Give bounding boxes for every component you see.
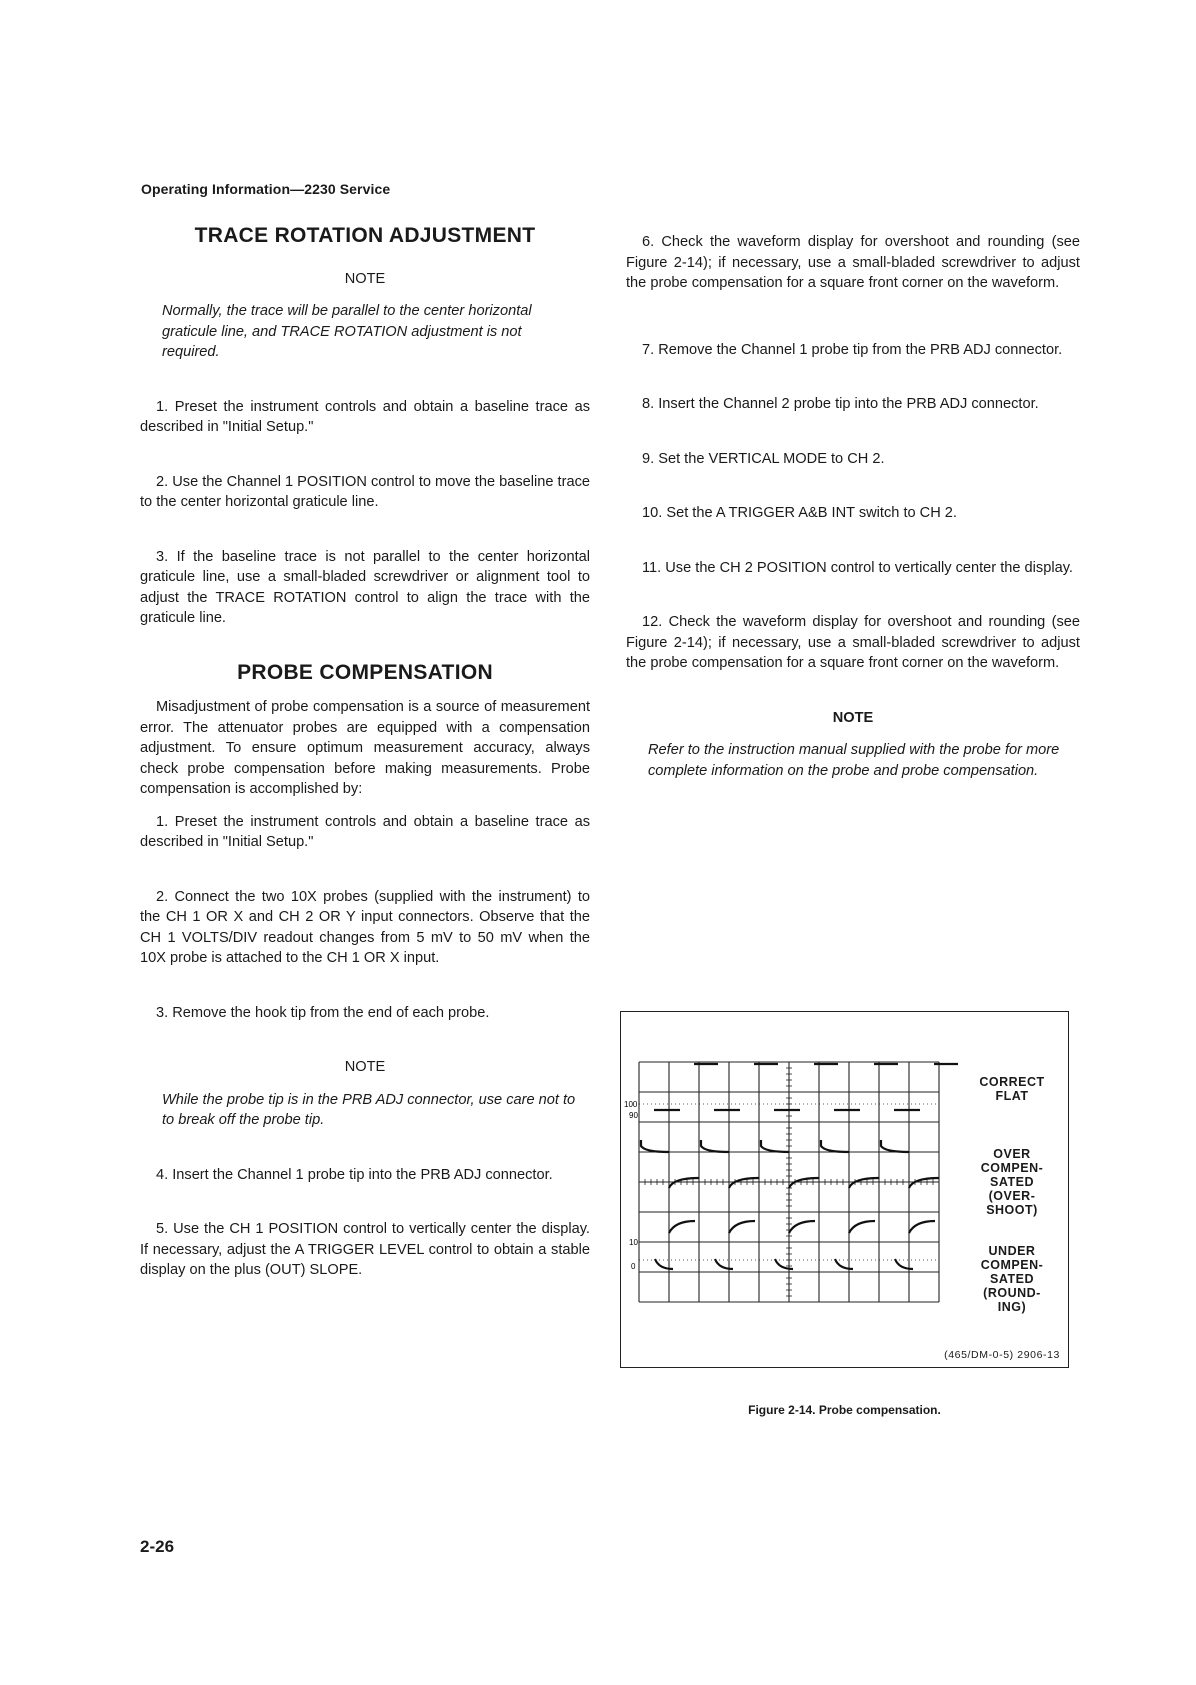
waveforms xyxy=(641,1064,958,1269)
probe-step-1: 1. Preset the instrument controls and obtain a baseline trace as described in "Initial Setup." xyxy=(140,813,590,850)
probe-step-6: 6. Check the waveform display for overshoot and rounding (see Figure 2-14); if necessary, use a small-bladed screwdriver to adjust the probe compensation for a square front corner on the waveform. xyxy=(626,234,1080,291)
wave-over-top xyxy=(701,1140,729,1152)
scale-10: 10 xyxy=(629,1238,638,1247)
label-over: OVER COMPEN- SATED (OVER- SHOOT) xyxy=(980,1147,1044,1217)
wave-over-bottom xyxy=(729,1178,759,1188)
probe-step-5: 5. Use the CH 1 POSITION control to vertically center the display. If necessary, adjust the A TRIGGER LEVEL control to obtain a stable display on the plus (OUT) SLOPE. xyxy=(140,1221,590,1278)
wave-under-bottom xyxy=(835,1259,853,1269)
probe-step-2: 2. Connect the two 10X probes (supplied with the instrument) to the CH 1 OR X and CH 2 OR Y input connectors. Observe that the CH 1 VOLTS/DIV readout changes from 5 mV to 50 mV when the 10X probe is attached to the CH 1 OR X input. xyxy=(140,888,590,966)
left-column xyxy=(140,226,590,1281)
wave-over-top xyxy=(761,1140,789,1152)
trace-step-1: 1. Preset the instrument controls and obtain a baseline trace as described in "Initial Setup." xyxy=(140,398,590,435)
wave-under-bottom xyxy=(655,1259,673,1269)
wave-over-bottom xyxy=(849,1178,879,1188)
wave-over-top xyxy=(821,1140,849,1152)
probe-step-10: 10. Set the A TRIGGER A&B INT switch to CH 2. xyxy=(642,505,957,521)
note-heading-3: NOTE xyxy=(832,709,874,726)
wave-under-top xyxy=(729,1221,755,1233)
wave-under-top xyxy=(849,1221,875,1233)
figure-caption: Figure 2-14. Probe compensation. xyxy=(748,1403,941,1417)
probe-step-4: 4. Insert the Channel 1 probe tip into the PRB ADJ connector. xyxy=(156,1166,553,1183)
probe-intro: Misadjustment of probe compensation is a source of measurement error. The attenuator probes are equipped with a compensation adjustment. To ensure optimum measurement accuracy, always check probe compensation before making measurements. Probe compensation is accomplished by: xyxy=(140,699,590,797)
scale-100: 100 xyxy=(624,1100,638,1109)
right-column xyxy=(626,232,1080,781)
scale-90: 90 xyxy=(629,1111,638,1120)
figure-id: (465/DM-0-5) 2906-13 xyxy=(944,1349,1060,1361)
wave-over-bottom xyxy=(669,1178,699,1188)
wave-under-bottom xyxy=(715,1259,733,1269)
probe-compensation-title: PROBE COMPENSATION xyxy=(237,660,493,684)
page-number: 2-26 xyxy=(140,1537,175,1556)
probe-step-3: 3. Remove the hook tip from the end of each probe. xyxy=(156,1004,490,1021)
trace-rotation-title: TRACE ROTATION ADJUSTMENT xyxy=(194,224,536,247)
note-heading-2: NOTE xyxy=(344,1059,386,1075)
note-text-2: While the probe tip is in the PRB ADJ connector, use care not to to break off the probe tip. xyxy=(162,1091,576,1128)
wave-under-bottom xyxy=(895,1259,913,1269)
trace-step-3: 3. If the baseline trace is not parallel to the center horizontal graticule line, use a small-bladed screwdriver or alignment tool to adjust the TRACE ROTATION control to align the trace with the graticule line. xyxy=(140,548,590,626)
wave-over-bottom xyxy=(909,1178,939,1188)
label-under: UNDER COMPEN- SATED (ROUND- ING) xyxy=(980,1244,1044,1314)
note-text-3: Refer to the instruction manual supplied with the probe for more complete information on the probe and probe compensation. xyxy=(648,742,1060,779)
note-text: Normally, the trace will be parallel to the center horizontal graticule line, and TRACE ROTATION adjustment is not required. xyxy=(162,303,532,360)
wave-over-top xyxy=(641,1140,669,1152)
probe-step-12: 12. Check the waveform display for overshoot and rounding (see Figure 2-14); if necessary, use a small-bladed screwdriver to adjust the probe compensation for a square front corner on the waveform. xyxy=(626,614,1080,671)
probe-step-7: 7. Remove the Channel 1 probe tip from the PRB ADJ connector. xyxy=(642,341,1063,358)
probe-step-8: 8. Insert the Channel 2 probe tip into the PRB ADJ connector. xyxy=(642,396,1039,412)
wave-over-top xyxy=(881,1140,909,1152)
wave-over-bottom xyxy=(789,1178,819,1188)
probe-step-9: 9. Set the VERTICAL MODE to CH 2. xyxy=(642,450,885,467)
trace-step-2: 2. Use the Channel 1 POSITION control to move the baseline trace to the center horizontal graticule line. xyxy=(140,473,590,510)
wave-under-top xyxy=(909,1221,935,1233)
running-head: Operating Information—2230 Service xyxy=(141,181,391,197)
note-heading: NOTE xyxy=(344,270,386,287)
wave-under-top xyxy=(669,1221,695,1233)
scale-0: 0 xyxy=(631,1262,636,1271)
wave-under-top xyxy=(789,1221,815,1233)
graticule-grid xyxy=(639,1062,939,1302)
probe-step-11: 11. Use the CH 2 POSITION control to vertically center the display. xyxy=(642,559,1073,576)
label-correct: CORRECT FLAT xyxy=(979,1075,1045,1103)
wave-under-bottom xyxy=(775,1259,793,1269)
figure-probe-compensation xyxy=(620,1011,1069,1368)
